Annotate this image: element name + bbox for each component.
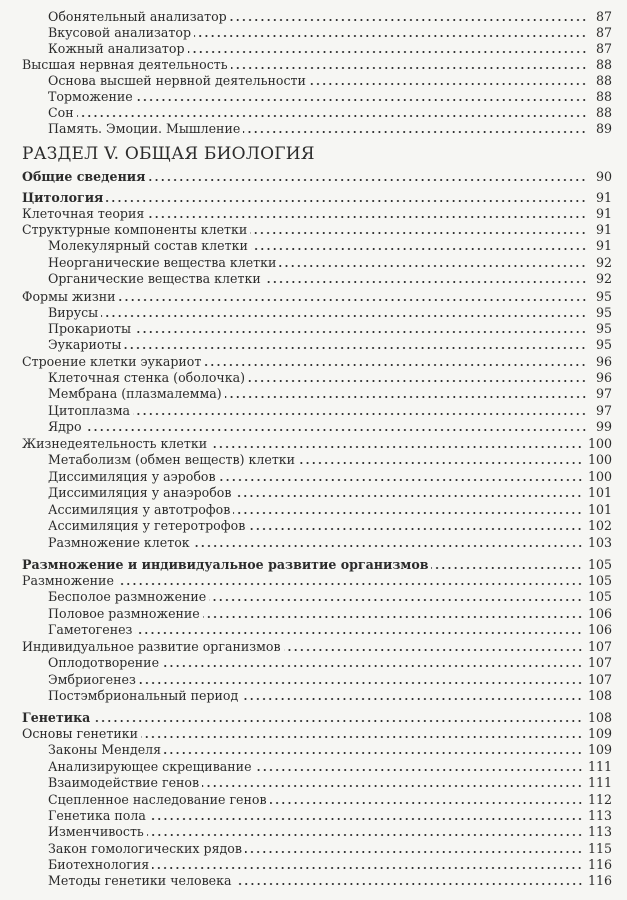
toc-entry bbox=[48, 370, 612, 386]
entry-title: Изменчивость bbox=[48, 824, 144, 839]
toc-entry bbox=[48, 775, 612, 791]
toc-entry bbox=[48, 25, 612, 41]
page-number: 111 bbox=[587, 759, 612, 774]
page-number: 97 bbox=[595, 386, 612, 401]
entry-title: Генетика пола bbox=[48, 808, 146, 823]
dot-leader bbox=[141, 735, 583, 739]
entry-title: Память. Эмоции. Мышление bbox=[48, 121, 241, 136]
toc-entry bbox=[48, 9, 612, 25]
toc-entry bbox=[22, 206, 612, 222]
entry-title: Общие сведения bbox=[22, 169, 146, 184]
toc-entry bbox=[22, 289, 612, 305]
toc-entry bbox=[48, 386, 612, 402]
entry-title: Структурные компоненты клетки bbox=[22, 222, 248, 237]
toc-entry bbox=[48, 535, 612, 551]
toc-entry bbox=[48, 89, 612, 105]
entry-title: Ядро bbox=[48, 419, 82, 434]
page-number: 109 bbox=[587, 726, 612, 741]
toc-entry bbox=[48, 121, 612, 137]
entry-title: Генетика bbox=[22, 710, 91, 725]
entry-title: Жизнедеятельность клетки bbox=[22, 436, 208, 451]
toc-entry bbox=[48, 305, 612, 321]
dot-leader bbox=[219, 478, 583, 482]
toc-entry bbox=[22, 573, 612, 589]
page-number: 100 bbox=[587, 436, 612, 451]
toc-entry bbox=[48, 41, 612, 57]
page-number: 113 bbox=[587, 808, 612, 823]
entry-title: Цитология bbox=[22, 190, 104, 205]
page-number: 107 bbox=[587, 672, 612, 687]
page-number: 108 bbox=[587, 710, 612, 725]
page-number: 108 bbox=[587, 688, 612, 703]
page-number: 91 bbox=[595, 206, 612, 221]
dot-leader bbox=[248, 379, 587, 383]
toc-entry bbox=[48, 841, 612, 857]
page-number: 115 bbox=[587, 841, 612, 856]
toc-entry bbox=[48, 469, 612, 485]
page-number: 100 bbox=[587, 452, 612, 467]
page-number: 95 bbox=[595, 289, 612, 304]
toc-entry bbox=[48, 606, 612, 622]
page-number: 102 bbox=[587, 518, 612, 533]
entry-title: Основа высшей нервной деятельности bbox=[48, 73, 306, 88]
page-number: 89 bbox=[595, 121, 612, 136]
entry-title: Метаболизм (обмен веществ) клетки bbox=[48, 452, 296, 467]
dot-leader bbox=[230, 18, 587, 22]
dot-leader bbox=[93, 719, 583, 723]
toc-entry bbox=[48, 688, 612, 704]
entry-title: Эмбриогенез bbox=[48, 672, 136, 687]
dot-leader bbox=[124, 346, 587, 350]
toc-entry bbox=[22, 57, 612, 73]
toc-entry bbox=[48, 403, 612, 419]
dot-leader bbox=[147, 833, 583, 837]
dot-leader bbox=[309, 82, 587, 86]
dot-leader bbox=[135, 631, 583, 635]
dot-leader bbox=[241, 697, 583, 701]
page-number: 111 bbox=[587, 775, 612, 790]
dot-leader bbox=[233, 511, 583, 515]
toc-entry bbox=[48, 622, 612, 638]
toc-entry bbox=[48, 759, 612, 775]
dot-leader bbox=[101, 314, 587, 318]
toc-entry bbox=[22, 557, 612, 573]
dot-leader bbox=[148, 178, 587, 182]
entry-title: Ассимиляция у автотрофов bbox=[48, 502, 231, 517]
entry-title: Торможение bbox=[48, 89, 133, 104]
entry-title: Строение клетки эукариот bbox=[22, 354, 202, 369]
dot-leader bbox=[136, 98, 587, 102]
dot-leader bbox=[245, 850, 583, 854]
toc-entry bbox=[48, 419, 612, 435]
toc-entry bbox=[48, 105, 612, 121]
entry-title: Цитоплазма bbox=[48, 403, 131, 418]
page-number: 100 bbox=[587, 469, 612, 484]
page-number: 87 bbox=[595, 25, 612, 40]
dot-leader bbox=[77, 114, 587, 118]
toc-entry bbox=[48, 238, 612, 254]
dot-leader bbox=[162, 664, 583, 668]
dot-leader bbox=[188, 50, 587, 54]
dot-leader bbox=[264, 280, 587, 284]
dot-leader bbox=[193, 544, 583, 548]
dot-leader bbox=[147, 215, 587, 219]
page-number: 88 bbox=[595, 105, 612, 120]
page-number: 88 bbox=[595, 89, 612, 104]
entry-title: Молекулярный состав клетки bbox=[48, 238, 248, 253]
entry-title: Анализирующее скрещивание bbox=[48, 759, 252, 774]
entry-title: Оплодотворение bbox=[48, 655, 160, 670]
dot-leader bbox=[203, 615, 583, 619]
toc-entry bbox=[48, 589, 612, 605]
toc-entry bbox=[48, 321, 612, 337]
entry-title: Постэмбриональный период bbox=[48, 688, 239, 703]
page-number: 91 bbox=[595, 222, 612, 237]
dot-leader bbox=[210, 445, 583, 449]
page-number: 88 bbox=[595, 73, 612, 88]
dot-leader bbox=[139, 681, 583, 685]
entry-title: Основы генетики bbox=[22, 726, 138, 741]
toc-entry bbox=[22, 726, 612, 742]
page-number: 96 bbox=[595, 370, 612, 385]
toc-entry bbox=[48, 255, 612, 271]
dot-leader bbox=[225, 395, 587, 399]
dot-leader bbox=[149, 817, 583, 821]
entry-title: Клеточная теория bbox=[22, 206, 145, 221]
dot-leader bbox=[194, 34, 587, 38]
page-number: 112 bbox=[587, 792, 612, 807]
dot-leader bbox=[284, 648, 583, 652]
page-number: 107 bbox=[587, 655, 612, 670]
page-number: 90 bbox=[595, 169, 612, 184]
toc-entry bbox=[48, 672, 612, 688]
entry-title: Эукариоты bbox=[48, 337, 122, 352]
dot-leader bbox=[164, 751, 583, 755]
dot-leader bbox=[204, 363, 587, 367]
toc-entry bbox=[22, 222, 612, 238]
entry-title: Высшая нервная деятельность bbox=[22, 57, 228, 72]
page-number: 92 bbox=[595, 255, 612, 270]
toc-entry bbox=[48, 873, 612, 889]
page-number: 99 bbox=[595, 419, 612, 434]
entry-title: Законы Менделя bbox=[48, 742, 162, 757]
page-number: 105 bbox=[587, 573, 612, 588]
page-number: 109 bbox=[587, 742, 612, 757]
entry-title: Взаимодействие генов bbox=[48, 775, 200, 790]
entry-title: Гаметогенез bbox=[48, 622, 133, 637]
page-number: 91 bbox=[595, 190, 612, 205]
entry-title: Размножение и индивидуальное развитие организмов bbox=[22, 557, 429, 572]
toc-entry bbox=[48, 452, 612, 468]
entry-title: Сцепленное наследование генов bbox=[48, 792, 267, 807]
dot-leader bbox=[119, 298, 587, 302]
page-number: 88 bbox=[595, 57, 612, 72]
dot-leader bbox=[431, 566, 582, 570]
dot-leader bbox=[243, 130, 587, 134]
dot-leader bbox=[117, 582, 583, 586]
page-number: 97 bbox=[595, 403, 612, 418]
toc-entry bbox=[48, 808, 612, 824]
toc-entry bbox=[22, 639, 612, 655]
page-number: 113 bbox=[587, 824, 612, 839]
dot-leader bbox=[250, 231, 587, 235]
dot-leader bbox=[234, 494, 582, 498]
entry-title: Закон гомологических рядов bbox=[48, 841, 242, 856]
entry-title: Индивидуальное развитие организмов bbox=[22, 639, 281, 654]
dot-leader bbox=[209, 598, 583, 602]
entry-title: Мембрана (плазмалемма) bbox=[48, 386, 222, 401]
page-number: 87 bbox=[595, 9, 612, 24]
entry-title: Бесполое размножение bbox=[48, 589, 207, 604]
entry-title: Обонятельный анализатор bbox=[48, 9, 227, 24]
toc-entry bbox=[48, 792, 612, 808]
section-title: РАЗДЕЛ V. ОБЩАЯ БИОЛОГИЯ bbox=[22, 144, 315, 164]
entry-title: Органические вещества клетки bbox=[48, 271, 261, 286]
page-number: 95 bbox=[595, 337, 612, 352]
toc-entry bbox=[48, 857, 612, 873]
dot-leader bbox=[255, 768, 583, 772]
page-number: 95 bbox=[595, 305, 612, 320]
entry-title: Размножение bbox=[22, 573, 114, 588]
dot-leader bbox=[202, 784, 583, 788]
page-number: 95 bbox=[595, 321, 612, 336]
toc-entry bbox=[22, 710, 612, 726]
entry-title: Сон bbox=[48, 105, 74, 120]
page-number: 106 bbox=[587, 622, 612, 637]
page-number: 116 bbox=[587, 873, 612, 888]
toc-entry bbox=[48, 655, 612, 671]
page-number: 96 bbox=[595, 354, 612, 369]
entry-title: Диссимиляция у аэробов bbox=[48, 469, 216, 484]
entry-title: Неорганические вещества клетки bbox=[48, 255, 277, 270]
toc-entry bbox=[48, 337, 612, 353]
page-number: 107 bbox=[587, 639, 612, 654]
entry-title: Вкусовой анализатор bbox=[48, 25, 192, 40]
dot-leader bbox=[152, 866, 583, 870]
dot-leader bbox=[248, 527, 583, 531]
page-number: 92 bbox=[595, 271, 612, 286]
entry-title: Размножение клеток bbox=[48, 535, 190, 550]
entry-title: Кожный анализатор bbox=[48, 41, 185, 56]
toc-entry bbox=[48, 485, 612, 501]
toc-entry bbox=[22, 354, 612, 370]
dot-leader bbox=[235, 882, 583, 886]
dot-leader bbox=[298, 461, 583, 465]
page-number: 106 bbox=[587, 606, 612, 621]
toc-entry bbox=[48, 518, 612, 534]
dot-leader bbox=[134, 330, 587, 334]
toc-entry bbox=[48, 73, 612, 89]
toc-entry bbox=[22, 436, 612, 452]
page-number: 103 bbox=[587, 535, 612, 550]
entry-title: Прокариоты bbox=[48, 321, 132, 336]
entry-title: Ассимиляция у гетеротрофов bbox=[48, 518, 246, 533]
entry-title: Методы генетики человека bbox=[48, 873, 232, 888]
page-number: 91 bbox=[595, 238, 612, 253]
toc-entry bbox=[48, 502, 612, 518]
toc-entry bbox=[48, 824, 612, 840]
dot-leader bbox=[251, 247, 587, 251]
toc-entry bbox=[22, 169, 612, 185]
page-number: 105 bbox=[587, 557, 612, 572]
dot-leader bbox=[279, 264, 587, 268]
toc-entry bbox=[48, 742, 612, 758]
toc-entry bbox=[48, 271, 612, 287]
entry-title: Вирусы bbox=[48, 305, 99, 320]
page-number: 101 bbox=[587, 502, 612, 517]
page-number: 101 bbox=[587, 485, 612, 500]
page-number: 116 bbox=[587, 857, 612, 872]
dot-leader bbox=[231, 66, 587, 70]
entry-title: Формы жизни bbox=[22, 289, 116, 304]
entry-title: Клеточная стенка (оболочка) bbox=[48, 370, 246, 385]
toc-entry bbox=[22, 190, 612, 206]
dot-leader bbox=[270, 801, 583, 805]
entry-title: Половое размножение bbox=[48, 606, 200, 621]
dot-leader bbox=[133, 412, 587, 416]
dot-leader bbox=[85, 428, 587, 432]
dot-leader bbox=[106, 199, 587, 203]
page-number: 87 bbox=[595, 41, 612, 56]
page-number: 105 bbox=[587, 589, 612, 604]
entry-title: Диссимиляция у анаэробов bbox=[48, 485, 232, 500]
entry-title: Биотехнология bbox=[48, 857, 150, 872]
